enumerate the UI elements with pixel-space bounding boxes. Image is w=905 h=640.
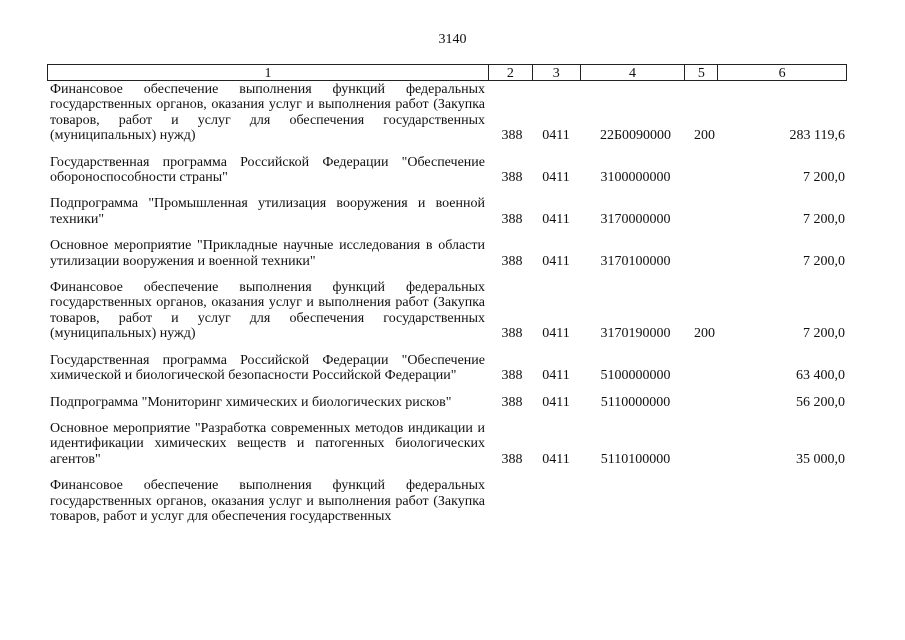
table-row — [47, 82, 847, 144]
table-row — [47, 395, 847, 410]
row-description: Финансовое обеспечение выполнения функций федеральных государственных органов, оказания услуг и выполнения работ (Закупка товаров, работ и услуг для обеспечения государственных (муниципальных) нужд) — [50, 82, 485, 144]
section-code: 0411 — [542, 451, 570, 467]
ministry-code: 388 — [501, 451, 523, 467]
ministry-code: 388 — [501, 170, 523, 186]
row-description: Финансовое обеспечение выполнения функций федеральных государственных органов, оказания услуг и выполнения работ (Закупка товаров, работ и услуг для обеспечения государственных (муниципальных) нужд) — [50, 280, 485, 342]
amount-value: 7 200,0 — [803, 253, 845, 269]
section-code: 0411 — [542, 253, 570, 269]
section-code: 0411 — [542, 170, 570, 186]
table-row — [47, 196, 847, 227]
amount-value: 35 000,0 — [796, 451, 845, 467]
table-row — [47, 421, 847, 467]
target-article-code: 22Б0090000 — [599, 128, 672, 144]
table-row — [47, 280, 847, 342]
target-article-code: 5110000000 — [600, 394, 671, 410]
amount-value: 7 200,0 — [803, 211, 845, 227]
ministry-code: 388 — [501, 368, 523, 384]
section-code: 0411 — [542, 128, 570, 144]
page-number: 3140 — [438, 32, 467, 47]
row-description: Финансовое обеспечение выполнения функций федеральных государственных органов, оказания услуг и выполнения работ (Закупка товаров, работ и услуг для обеспечения государственных — [50, 478, 485, 524]
target-article-code: 3170100000 — [600, 253, 671, 269]
row-description: Основное мероприятие "Прикладные научные исследования в области утилизации вооружения и военной техники" — [50, 238, 485, 269]
row-description: Государственная программа Российской Федерации "Обеспечение химической и биологической безопасности Российской Федерации" — [50, 352, 485, 384]
column-header-6: 6 — [717, 65, 846, 80]
amount-value: 7 200,0 — [803, 170, 845, 186]
column-header-3: 3 — [532, 65, 580, 80]
column-header-1: 1 — [264, 66, 272, 81]
table-row — [47, 478, 847, 524]
ministry-code: 388 — [501, 326, 523, 342]
ministry-code: 388 — [501, 253, 523, 269]
table-row — [47, 353, 847, 384]
expense-type-code: 200 — [694, 128, 715, 144]
target-article-code: 5110100000 — [600, 451, 671, 467]
column-header-2: 2 — [488, 65, 532, 80]
amount-value: 283 119,6 — [789, 128, 845, 144]
amount-value: 56 200,0 — [796, 394, 845, 410]
row-description: Государственная программа Российской Федерации "Обеспечение обороноспособности страны" — [50, 154, 485, 186]
table-row — [47, 155, 847, 186]
section-code: 0411 — [542, 368, 570, 384]
ministry-code: 388 — [501, 128, 523, 144]
expense-type-code: 200 — [694, 326, 715, 342]
ministry-code: 388 — [501, 394, 523, 410]
amount-value: 63 400,0 — [796, 368, 845, 384]
table-body — [47, 82, 847, 524]
column-header-4: 4 — [580, 65, 685, 80]
row-description: Основное мероприятие "Разработка современных методов индикации и идентификации химических веществ и патогенных биологических агентов" — [50, 420, 485, 467]
section-code: 0411 — [542, 326, 570, 342]
target-article-code: 5100000000 — [600, 368, 671, 384]
table-row — [47, 238, 847, 269]
row-description: Подпрограмма "Промышленная утилизация вооружения и военной техники" — [50, 196, 485, 227]
section-code: 0411 — [542, 211, 570, 227]
row-description: Подпрограмма "Мониторинг химических и биологических рисков" — [50, 394, 452, 410]
target-article-code: 3170190000 — [600, 326, 671, 342]
amount-value: 7 200,0 — [803, 326, 845, 342]
ministry-code: 388 — [501, 211, 523, 227]
section-code: 0411 — [542, 394, 570, 410]
target-article-code: 3170000000 — [600, 211, 671, 227]
target-article-code: 3100000000 — [600, 170, 671, 186]
column-header-5: 5 — [684, 65, 717, 80]
budget-table — [47, 64, 847, 535]
table-header-row — [47, 64, 847, 81]
